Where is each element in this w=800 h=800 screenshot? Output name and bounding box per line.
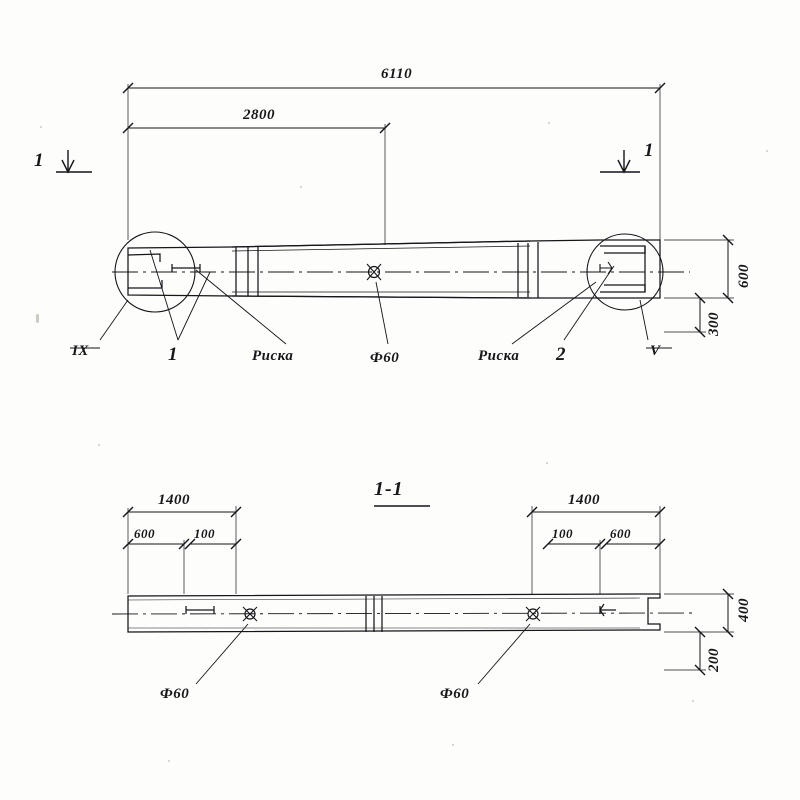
weld-mark-v: V xyxy=(650,343,661,359)
dim-right-1400: 1400 xyxy=(568,492,600,508)
dim-partial-length: 2800 xyxy=(243,107,275,123)
note-hole-d60-top: Ф60 xyxy=(370,350,400,366)
section-mark-left: 1 xyxy=(34,150,44,171)
note-riska-left: Риска xyxy=(252,348,294,364)
dim-left-100: 100 xyxy=(194,526,215,541)
section-view-geometry xyxy=(112,594,692,632)
dim-left-600: 600 xyxy=(134,526,155,541)
dim-height-total-top: 600 xyxy=(736,264,752,288)
note-hole-d60-left: Ф60 xyxy=(160,686,190,702)
dim-height-lower-section: 200 xyxy=(706,648,722,672)
note-riska-right: Риска xyxy=(478,348,520,364)
dim-left-1400: 1400 xyxy=(158,492,190,508)
section-mark-right: 1 xyxy=(644,140,654,161)
top-view-dimensions xyxy=(56,84,734,348)
dim-height-total-section: 400 xyxy=(736,598,752,622)
detail-callout-1: 1 xyxy=(168,344,178,365)
detail-callout-2: 2 xyxy=(556,344,566,365)
dim-right-600: 600 xyxy=(610,526,631,541)
dim-right-100: 100 xyxy=(552,526,573,541)
dim-height-lower-top: 300 xyxy=(706,312,722,336)
note-hole-d60-right: Ф60 xyxy=(440,686,470,702)
weld-mark-ix: IX xyxy=(72,343,89,359)
dim-overall-length: 6110 xyxy=(381,66,413,82)
section-title: 1-1 xyxy=(374,478,404,500)
